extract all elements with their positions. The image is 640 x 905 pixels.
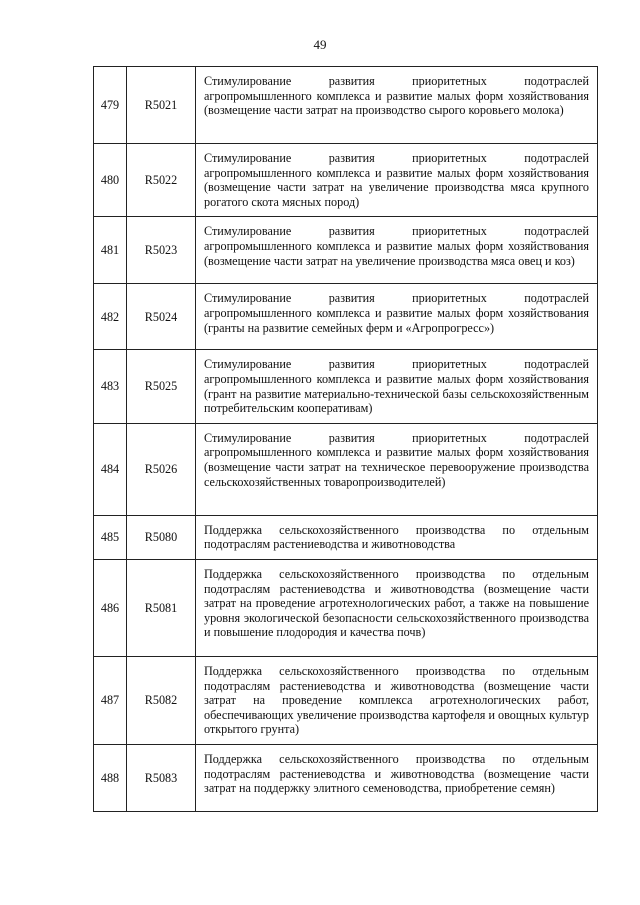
table-row	[94, 744, 598, 811]
row-description: Стимулирование развития приоритетных подотраслей агропромышленного комплекса и развитие малых форм хозяйствования (возмещение части затрат на производство сырого коровьего молока)	[196, 67, 598, 144]
row-description: Поддержка сельскохозяйственного производства по отдельным подотраслям растениеводства и животноводства	[196, 515, 598, 559]
row-code: R5022	[127, 144, 196, 217]
row-number: 488	[94, 744, 127, 811]
row-number: 485	[94, 515, 127, 559]
row-description: Стимулирование развития приоритетных подотраслей агропромышленного комплекса и развитие малых форм хозяйствования (грант на развитие материально-технической базы сельскохозяйственным потребительским кооперативам)	[196, 350, 598, 423]
row-code: R5023	[127, 217, 196, 284]
table-row	[94, 350, 598, 423]
row-number: 482	[94, 284, 127, 350]
row-code: R5082	[127, 656, 196, 744]
row-description: Поддержка сельскохозяйственного производства по отдельным подотраслям растениеводства и животноводства (возмещение части затрат на проведение агротехнологических работ, а также на повышение уровня экологической безопасности сельскохозяйственного производства и повышение плодородия и качества почв)	[196, 559, 598, 656]
row-number: 480	[94, 144, 127, 217]
row-number: 486	[94, 559, 127, 656]
row-description: Поддержка сельскохозяйственного производства по отдельным подотраслям растениеводства и животноводства (возмещение части затрат на поддержку элитного семеноводства, приобретение семян)	[196, 744, 598, 811]
row-number: 487	[94, 656, 127, 744]
row-number: 479	[94, 67, 127, 144]
row-description: Поддержка сельскохозяйственного производства по отдельным подотраслям растениеводства и животноводства (возмещение части затрат на проведение комплекса агротехнологических работ, обеспечивающих увеличение производства картофеля и овощных культур открытого грунта)	[196, 656, 598, 744]
budget-code-table	[93, 66, 598, 812]
row-code: R5081	[127, 559, 196, 656]
row-description: Стимулирование развития приоритетных подотраслей агропромышленного комплекса и развитие малых форм хозяйствования (возмещение части затрат на увеличение производства мяса крупного рогатого скота мясных пород)	[196, 144, 598, 217]
row-description: Стимулирование развития приоритетных подотраслей агропромышленного комплекса и развитие малых форм хозяйствования (гранты на развитие семейных ферм и «Агропрогресс»)	[196, 284, 598, 350]
row-description: Стимулирование развития приоритетных подотраслей агропромышленного комплекса и развитие малых форм хозяйствования (возмещение части затрат на техническое перевооружение производства сельскохозяйственных товаропроизводителей)	[196, 423, 598, 515]
table-row	[94, 559, 598, 656]
row-code: R5083	[127, 744, 196, 811]
row-number: 483	[94, 350, 127, 423]
row-code: R5026	[127, 423, 196, 515]
table-row	[94, 144, 598, 217]
row-number: 481	[94, 217, 127, 284]
table-row	[94, 423, 598, 515]
row-code: R5080	[127, 515, 196, 559]
table-row	[94, 656, 598, 744]
row-code: R5021	[127, 67, 196, 144]
page-number: 49	[313, 37, 327, 52]
table-row	[94, 284, 598, 350]
table-row	[94, 515, 598, 559]
table-row	[94, 217, 598, 284]
row-code: R5025	[127, 350, 196, 423]
row-number: 484	[94, 423, 127, 515]
row-code: R5024	[127, 284, 196, 350]
row-description: Стимулирование развития приоритетных подотраслей агропромышленного комплекса и развитие малых форм хозяйствования (возмещение части затрат на увеличение производства мяса овец и коз)	[196, 217, 598, 284]
table-row	[94, 67, 598, 144]
